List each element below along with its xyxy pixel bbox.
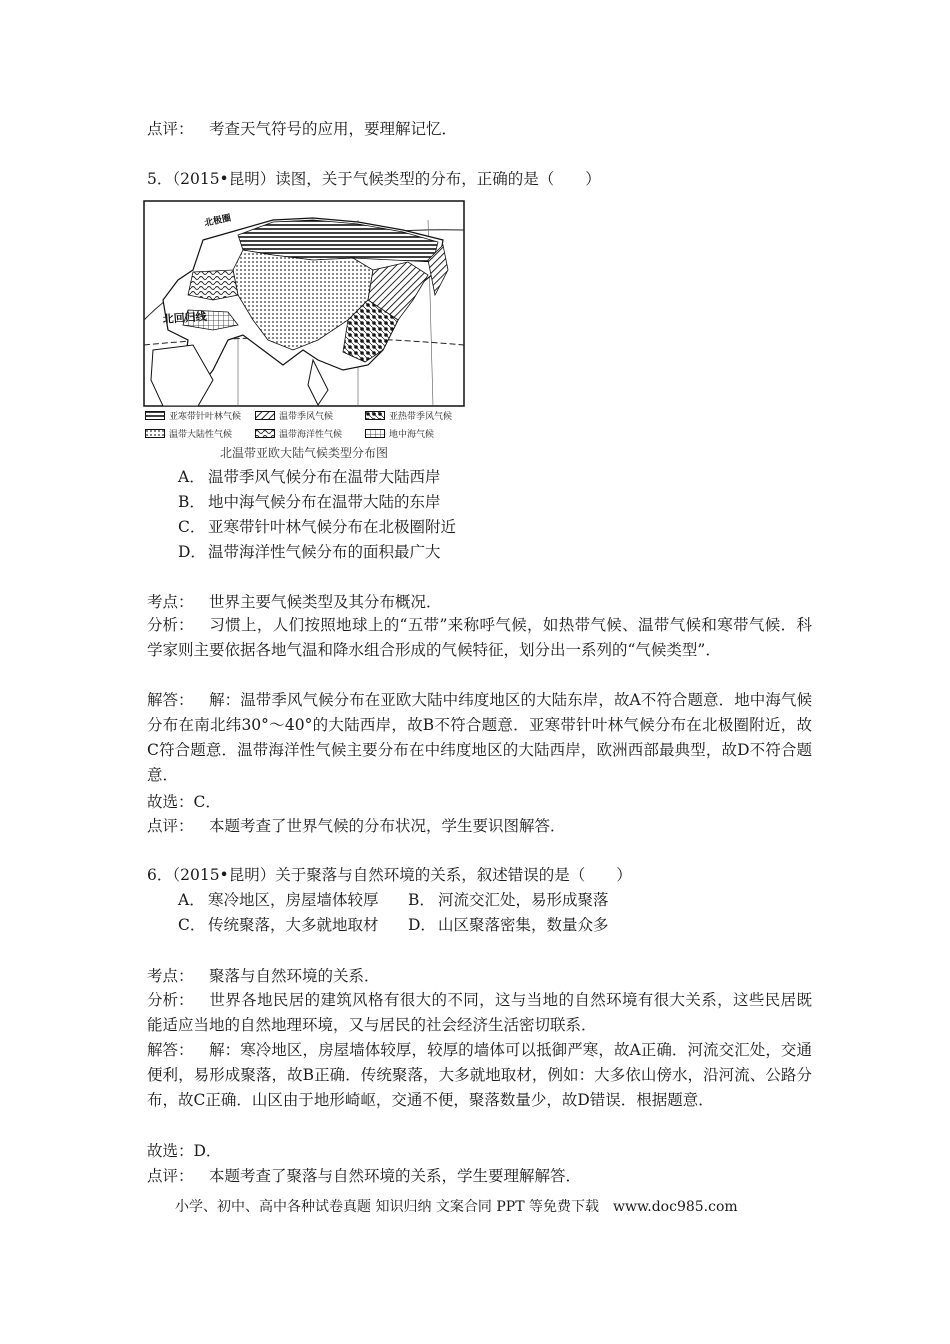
climate-map	[143, 200, 465, 410]
q6-options-row2: C． 传统聚落，大多就地取材 D． 山区聚落密集，数量众多	[178, 916, 609, 934]
q5-option-c: C． 亚寒带针叶林气候分布在北极圈附近	[178, 518, 457, 536]
legend-item: 地中海气候	[365, 427, 434, 440]
q5-option-d: D． 温带海洋性气候分布的面积最广大	[178, 543, 441, 561]
q6-point: 考点： 聚落与自然环境的关系．	[147, 967, 380, 985]
q5-choice: 故选：C．	[147, 793, 221, 811]
q4-review-label: 点评：	[147, 120, 194, 138]
q6-review: 点评： 本题考查了聚落与自然环境的关系，学生要理解解答．	[147, 1167, 582, 1185]
q4-review	[147, 118, 457, 140]
q5-stem: 5．（2015•昆明）读图，关于气候类型的分布，正确的是（ ）	[147, 170, 601, 188]
q5-option-a: A． 温带季风气候分布在温带大陆西岸	[178, 468, 441, 486]
arctic-label: 北极圈	[203, 213, 233, 229]
legend-item: 温带大陆性气候	[145, 427, 232, 440]
q6-analysis: 分析： 世界各地民居的建筑风格有很大的不同，这与当地的自然环境有很大关系，这些民居既能适应当地的自然地理环境，又与居民的社会经济生活密切联系．	[147, 991, 812, 1034]
q5-answer: 解答： 解：温带季风气候分布在亚欧大陆中纬度地区的大陆东岸，故A不符合题意．地中海气候分布在南北纬30°～40°的大陆西岸，故B不符合题意．亚寒带针叶林气候分布在北极圈附近，故C符合题意．温带海洋性气候主要分布在中纬度地区的大陆西岸，欧洲西部最典型，故D不符合题意．	[147, 691, 812, 784]
eurasia-climate-map-image	[143, 200, 465, 410]
tropic-label: 北回归线	[162, 309, 208, 326]
legend-item: 温带季风气候	[255, 409, 333, 422]
legend-item: 亚热带季风气候	[365, 409, 452, 422]
q5-analysis: 分析： 习惯上，人们按照地球上的“五带”来称呼气候，如热带气候、温带气候和寒带气候．科学家则主要依据各地气温和降水组合形成的气候特征，划分出一系列的“气候类型”．	[147, 616, 812, 659]
legend-item: 温带海洋性气候	[255, 427, 342, 440]
q5-option-b: B． 地中海气候分布在温带大陆的东岸	[178, 493, 441, 511]
q6-choice: 故选：D．	[147, 1142, 222, 1160]
q6-answer: 解答： 解：寒冷地区，房屋墙体较厚，较厚的墙体可以抵御严寒，故A正确．河流交汇处，交通便利，易形成聚落，故B正确．传统聚落，大多就地取材，例如：大多依山傍水，沿河流、公路分布，故C正确．山区由于地形崎岖，交通不便，聚落数量少，故D错误．根据题意．	[147, 1041, 812, 1109]
map-caption: 北温带亚欧大陆气候类型分布图	[220, 446, 389, 460]
page-footer: 小学、初中、高中各种试卷真题 知识归纳 文案合同 PPT 等免费下载 www.doc985.com	[175, 1199, 738, 1215]
q4-review-text: 考查天气符号的应用，要理解记忆．	[209, 120, 458, 138]
legend-item: 亚寒带针叶林气候	[145, 409, 241, 422]
q5-point: 考点： 世界主要气候类型及其分布概况．	[147, 593, 442, 611]
map-legend	[143, 412, 465, 440]
q6-options-row1: A． 寒冷地区，房屋墙体较厚 B． 河流交汇处，易形成聚落	[178, 891, 609, 909]
q5-review: 点评： 本题考查了世界气候的分布状况，学生要识图解答．	[147, 817, 566, 835]
q6-stem: 6．（2015•昆明）关于聚落与自然环境的关系，叙述错误的是（ ）	[147, 866, 632, 884]
